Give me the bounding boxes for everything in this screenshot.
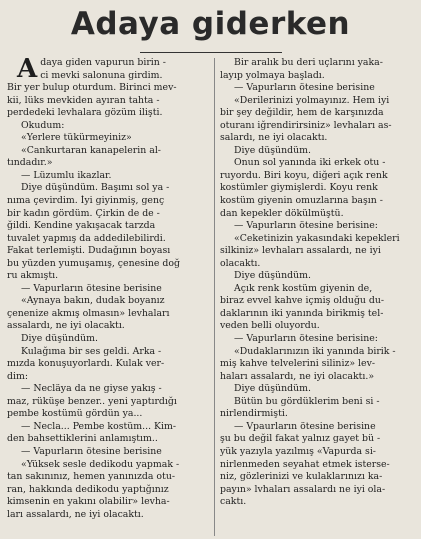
text-line: Diye düşündüm. Başımı sol ya -	[21, 182, 170, 194]
text-line: mızda konuşuyorlardı. Kulak ver-	[7, 358, 165, 370]
text-line: caktı.	[220, 496, 247, 508]
article-title: Adaya giderken	[70, 6, 351, 42]
text-line: dan kepekler dökülmüştü.	[220, 207, 344, 219]
text-line: — Lüzumlu ikazlar.	[21, 169, 112, 181]
text-line: bir şey değildir, hem de karşınızda	[220, 107, 384, 119]
text-line: «Yerlere tükürmeyiniz»	[21, 132, 132, 144]
text-line: tındadır.»	[7, 157, 53, 169]
text-line: Onun sol yanında iki erkek otu -	[234, 157, 386, 169]
text-line: Açık renk kostüm giyenin de,	[234, 282, 373, 294]
text-line: daklarının iki yanında birikmiş tel-	[220, 307, 384, 319]
text-line: dim:	[7, 370, 28, 382]
text-line: — Vapurların ötesine berisine	[234, 82, 375, 94]
text-line: bu yüzden yumuşamış, çenesine doğ	[7, 257, 181, 269]
text-line: ğildi. Kendine yakışacak tarzda	[7, 220, 156, 232]
text-line: «Aynaya bakın, dudak boyanız	[21, 295, 165, 307]
text-line: Kulağıma bir ses geldi. Arka -	[21, 345, 162, 357]
text-line: yük yazıyla yazılmış «Vapurda si-	[220, 445, 376, 457]
text-line: ları assalardı, ne iyi olacaktı.	[7, 508, 144, 520]
text-line: kostümler giymişlerdi. Koyu renk	[220, 182, 378, 194]
text-line: veden belli oluyordu.	[220, 320, 320, 332]
text-line: Okudum:	[21, 119, 65, 131]
text-line: «Ceketinizin yakasındaki kepekleri	[234, 232, 400, 244]
text-line: oturanı iğrendirirsiniz» levhaları as-	[220, 119, 392, 131]
text-line: kostüm giyenin omuzlarına başın -	[220, 195, 383, 207]
text-line: nıma çevirdim. İyi giyinmiş, genç	[7, 195, 165, 207]
text-line: bir kadın gördüm. Çirkin de de -	[7, 207, 160, 219]
left-column	[7, 54, 205, 521]
text-line: — Vpaurların ötesine berisine	[234, 420, 376, 432]
text-line: silkiniz» levhaları assalardı, ne iyi	[220, 245, 381, 257]
text-line: — Necla... Pembe kostüm... Kim-	[21, 420, 177, 432]
text-line: payın» lvhaları assalardı ne iyi ola-	[220, 483, 386, 495]
text-line: ci mevki salonuna girdim.	[40, 69, 163, 81]
text-line: perdedeki levhalara gözüm ilişti.	[7, 107, 163, 119]
text-line: «Dudaklarınızın iki yanında birik -	[234, 345, 396, 357]
text-line: çenenize akmış olmasın» levhaları	[7, 307, 170, 319]
text-line: Diye düşündüm.	[234, 144, 311, 156]
text-line: tan sakınınız, hemen yanınızda otu-	[7, 471, 175, 483]
text-line: — Necläya da ne giyse yakış -	[21, 383, 162, 395]
text-line: ruyordu. Biri koyu, diğeri açık renk	[220, 169, 388, 181]
text-line: miş kahve telvelerini siliniz» lev-	[220, 358, 376, 370]
text-line: ru akmıştı.	[7, 270, 59, 282]
text-line: maz, rüküşe benzer.. yeni yaptırdığı	[7, 395, 177, 407]
text-line: — Vapurların ötesine berisine	[21, 445, 162, 457]
text-line: haları assalardı, ne iyi olacaktı.»	[220, 370, 375, 382]
text-line: nirlendirmişti.	[220, 408, 288, 420]
text-line: assalardı, ne iyi olacaktı.	[7, 320, 125, 332]
text-line: Diye düşündüm.	[234, 270, 311, 282]
text-line: «Cankurtaran kanapelerin al-	[21, 144, 161, 156]
text-line: nirlenmeden seyahat etmek isterse-	[220, 458, 390, 470]
text-line: niz, gözlerinizi ve kulaklarınızı ka-	[220, 471, 383, 483]
text-line: pembe kostümü gördün ya...	[7, 408, 143, 420]
text-line: Bütün bu gördüklerim beni si -	[234, 395, 380, 407]
text-line: Bir aralık bu deri uçlarını yaka-	[234, 57, 383, 68]
title-rule	[140, 52, 282, 53]
text-line: kimsenin en yakını olabilir» levha-	[7, 496, 170, 508]
text-line: şu bu değil fakat yalnız gayet bü -	[220, 433, 381, 445]
text-line: Diye düşündüm.	[234, 383, 311, 395]
text-line: — Vapurların ötesine berisine:	[234, 220, 378, 232]
text-line: biraz evvel kahve içmiş olduğu du-	[220, 295, 385, 307]
drop-cap: A	[17, 54, 38, 84]
text-line: kii, lüks mevkiden ayıran tahta -	[7, 94, 160, 106]
text-line: — Vapurların ötesine berisine:	[234, 333, 378, 345]
text-line: daya giden vapurun birin -	[40, 57, 166, 68]
text-line: Bir yer bulup oturdum. Birinci mev-	[7, 82, 177, 94]
text-line: den bahsettiklerini anlamıştım..	[7, 433, 158, 445]
text-line: — Vapurların ötesine berisine	[21, 282, 162, 294]
text-line: salardı, ne iyi olacaktı.	[220, 132, 328, 144]
text-line: tuvalet yapmış da addedilebilirdi.	[7, 232, 166, 244]
text-line: ran, hakkında dedikodu yaptığınız	[7, 483, 169, 495]
column-divider	[214, 58, 215, 536]
text-line: Fakat terlemişti. Dudağının boyası	[7, 245, 171, 257]
right-column	[220, 57, 415, 509]
text-line: Diye düşündüm.	[21, 333, 98, 345]
text-line: olacaktı.	[220, 257, 261, 269]
text-line: «Yüksek sesle dedikodu yapmak -	[21, 458, 180, 470]
text-line: layıp yolmaya başladı.	[220, 69, 325, 81]
text-line: «Derilerinizi yolmayınız. Hem iyi	[234, 94, 390, 106]
